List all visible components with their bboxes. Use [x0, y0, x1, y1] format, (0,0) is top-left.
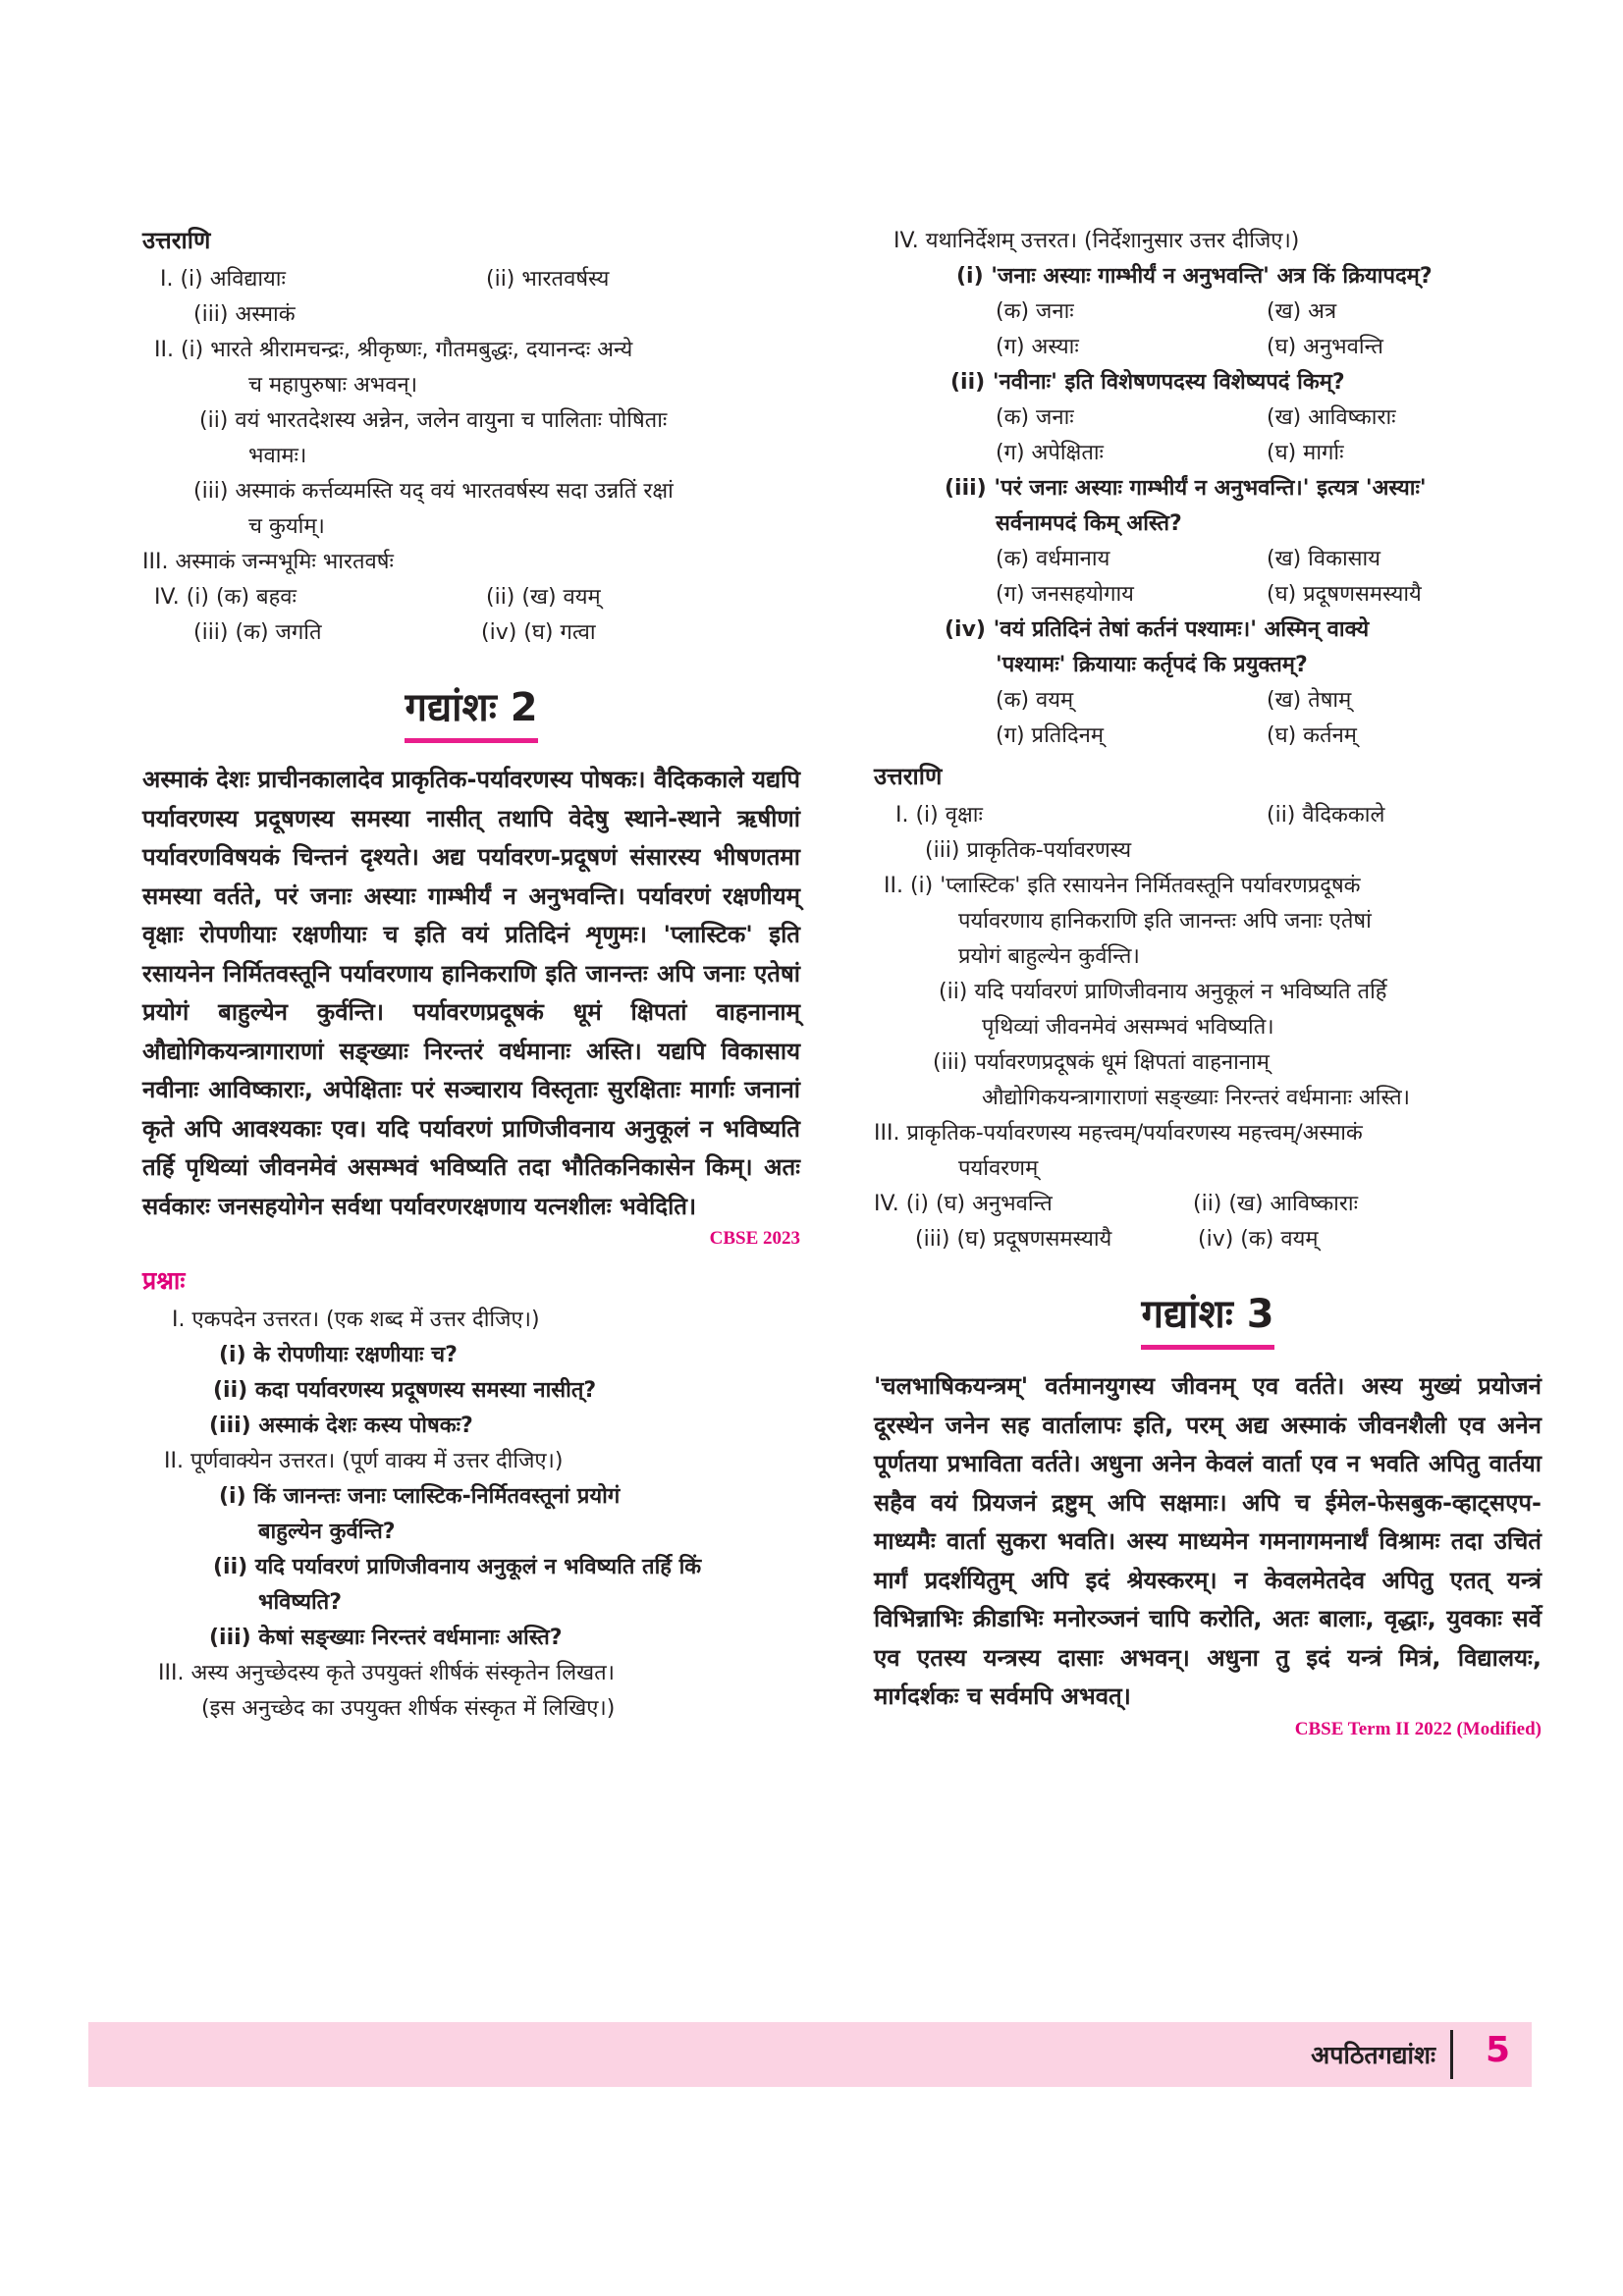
answer-II-iii-cont: च कुर्याम्।	[248, 514, 325, 539]
option-c: (ग) अपेक्षिताः	[996, 441, 1105, 465]
question-IV-iii: (iii) 'परं जनाः अस्याः गाम्भीर्यं न अनुभवन्ति।' इत्यत्र 'अस्याः'	[945, 476, 1427, 501]
option-row	[874, 294, 1542, 330]
question-III-hint: (इस अनुच्छेद का उपयुक्त शीर्षक संस्कृत में लिखिए।)	[201, 1696, 616, 1721]
question-I-i: (i) के रोपणीयाः रक्षणीयाः च?	[219, 1343, 458, 1367]
gadyansh-3-title: गद्यांशः 3	[1141, 1285, 1273, 1350]
source-label: CBSE 2023	[709, 1228, 800, 1249]
answer-II-i: II. (i) 'प्लास्टिक' इति रसायनेन निर्मितवस्तूनि पर्यावरणप्रदूषकं	[884, 874, 1361, 898]
answer-line	[142, 615, 800, 651]
option-a: (क) वयम्	[996, 688, 1074, 713]
option-row	[874, 577, 1542, 613]
question-I-iii: (iii) अस्माकं देशः कस्य पोषकः?	[209, 1414, 473, 1438]
answer-II-iii-cont: औद्योगिकयन्त्रागाराणां सङ्ख्याः निरन्तरं वर्धमानाः अस्ति।	[982, 1086, 1410, 1110]
questions-heading: प्रश्नाः	[142, 1266, 186, 1295]
answer-II-i: II. (i) भारते श्रीरामचन्द्रः, श्रीकृष्णः, गौतमबुद्धः, दयानन्दः अन्ये	[154, 338, 633, 362]
answer-IV-iii: (iii) (क) जगति	[193, 620, 322, 645]
answer-IV-iv: (iv) (क) वयम्	[1198, 1227, 1319, 1252]
answer-IV-i: IV. (i) (क) बहवः	[154, 585, 297, 610]
question-II-ii-cont: भविष्यति?	[258, 1590, 342, 1615]
answer-I-i: I. (i) वृक्षाः	[895, 803, 983, 828]
question-IV-iv-cont: 'पश्यामः' क्रियायाः कर्तृपदं कि प्रयुक्तम्?	[996, 653, 1308, 677]
question-II-iii: (iii) केषां सङ्ख्याः निरन्तरं वर्धमानाः अस्ति?	[209, 1626, 563, 1650]
question-IV-ii: (ii) 'नवीनाः' इति विशेषणपदस्य विशेष्यपदं किम्?	[950, 370, 1345, 395]
answer-line	[874, 1222, 1542, 1257]
gadyansh-3-title-wrap	[874, 1285, 1542, 1350]
option-c: (ग) अस्याः	[996, 335, 1079, 359]
option-d: (घ) कर्तनम्	[1267, 723, 1357, 748]
question-I-ii: (ii) कदा पर्यावरणस्य प्रदूषणस्य समस्या नासीत्?	[213, 1378, 597, 1403]
option-row	[874, 719, 1542, 754]
option-d: (घ) प्रदूषणसमस्यायै	[1267, 582, 1422, 607]
answer-II-i-cont: पर्यावरणाय हानिकराणि इति जानन्तः अपि जनाः एतेषां	[958, 909, 1372, 934]
page-footer	[88, 2022, 1532, 2087]
footer-chapter-label: अपठितगद्यांशः	[1311, 2041, 1435, 2069]
page-number: 5	[1485, 2030, 1510, 2070]
answer-IV-ii: (ii) (ख) वयम्	[486, 585, 601, 610]
footer-divider	[1450, 2030, 1453, 2079]
question-IV: IV. यथानिर्देशम् उत्तरत। (निर्देशानुसार उत्तर दीजिए।)	[893, 229, 1300, 253]
answer-I-i: I. (i) अविद्यायाः	[160, 267, 286, 292]
right-column	[874, 224, 1542, 1740]
question-IV-i: (i) 'जनाः अस्याः गाम्भीर्यं न अनुभवन्ति' अत्र किं क्रियापदम्?	[956, 264, 1433, 289]
question-IV-iv: (iv) 'वयं प्रतिदिनं तेषां कर्तनं पश्यामः।' अस्मिन् वाक्ये	[945, 617, 1370, 642]
answer-I-ii: (ii) वैदिककाले	[1267, 803, 1385, 828]
option-row	[874, 436, 1542, 471]
answer-I-ii: (ii) भारतवर्षस्य	[486, 267, 610, 292]
answer-IV-iii: (iii) (घ) प्रदूषणसमस्यायै	[915, 1227, 1112, 1252]
option-b: (ख) विकासाय	[1267, 547, 1381, 571]
answer-II-ii: (ii) यदि पर्यावरणं प्राणिजीवनाय अनुकूलं न भविष्यति तर्हि	[939, 980, 1387, 1004]
option-row	[874, 683, 1542, 719]
question-III: III. अस्य अनुच्छेदस्य कृते उपयुक्तं शीर्षकं संस्कृतेन लिखत।	[158, 1661, 615, 1685]
option-a: (क) वर्धमानाय	[996, 547, 1110, 571]
answer-line	[874, 798, 1542, 833]
answer-II-ii: (ii) वयं भारतदेशस्य अन्नेन, जलेन वायुना च पालिताः पोषिताः	[199, 408, 668, 433]
answers-heading: उत्तराणि	[874, 763, 943, 790]
gadyansh-2-title-wrap	[142, 678, 800, 743]
question-II: II. पूर्णवाक्येन उत्तरत। (पूर्ण वाक्य में उत्तर दीजिए।)	[164, 1449, 564, 1473]
answer-line	[142, 580, 800, 615]
option-a: (क) जनाः	[996, 405, 1074, 430]
answers-heading: उत्तराणि	[142, 227, 211, 254]
option-b: (ख) आविष्काराः	[1267, 405, 1396, 430]
answer-II-i-cont: प्रयोगं बाहुल्येन कुर्वन्ति।	[958, 944, 1140, 969]
gadyansh-3-passage: 'चलभाषिकयन्त्रम्' वर्तमानयुगस्य जीवनम् एव वर्तते। अस्य मुख्यं प्रयोजनं दूरस्थेन जनेन सह वार्तालापः इति, परम् अद्य अस्माकं जीवनशैली एव अनेन पूर्णतया प्रभाविता वर्तते। अधुना अनेन केवलं वार्ता एव न भवति अपितु वार्तया सहैव वयं प्रियजनं द्रष्टुम् अपि सक्षमाः। अपि च ईमेल-फेसबुक-व्हाट्सएप-माध्यमैः वार्ता सुकरा भवति। अस्य माध्यमेन गमनागमनार्थं विश्रामः तदा उचितं मार्गं प्रदर्शयितुम् अपि इदं श्रेयस्करम्। न केवलमेतदेव अपितु एतत् यन्त्रं विभिन्नाभिः क्रीडाभिः मनोरञ्जनं चापि करोति, अतः बालाः, वृद्धाः, युवकाः सर्वे एव एतस्य यन्त्रस्य दासाः अभवन्। अधुना तु इदं यन्त्रं मित्रं, विद्यालयः, मार्गदर्शकः च सर्वमपि अभवत्।	[874, 1372, 1542, 1710]
answer-II-iii: (iii) अस्माकं कर्त्तव्यमस्ति यद् वयं भारतवर्षस्य सदा उन्नतिं रक्षां	[193, 479, 674, 504]
gadyansh-2-passage: अस्माकं देशः प्राचीनकालादेव प्राकृतिक-पर्यावरणस्य पोषकः। वैदिककाले यद्यपि पर्यावरणस्य प्रदूषणस्य समस्या नासीत् तथापि वेदेषु स्थाने-स्थाने ऋषीणां पर्यावरणविषयकं चिन्तनं दृश्यते। अद्य पर्यावरण-प्रदूषणं संसारस्य भीषणतमा समस्या वर्तते, परं जनाः अस्याः गाम्भीर्यं न अनुभवन्ति। पर्यावरणं रक्षणीयम् वृक्षाः रोपणीयाः रक्षणीयाः च इति वयं प्रतिदिनं शृणुमः। 'प्लास्टिक' इति रसायनेन निर्मितवस्तूनि पर्यावरणाय हानिकराणि इति जानन्तः अपि जनाः एतेषां प्रयोगं बाहुल्येन कुर्वन्ति। पर्यावरणप्रदूषकं धूमं क्षिपतां वाहनानाम् औद्योगिकयन्त्रागाराणां सङ्ख्याः निरन्तरं वर्धमानाः अस्ति। यद्यपि विकासाय नवीनाः आविष्काराः, अपेक्षिताः परं सञ्चाराय विस्तृताः सुरक्षिताः मार्गाः जनानां कृते अपि आवश्यकाः एव। यदि पर्यावरणं प्राणिजीवनाय अनुकूलं न भविष्यति तर्हि पृथिव्यां जीवनमेवं असम्भवं भविष्यति तदा भौतिकनिकासेन किम्। अतः सर्वकारः जनसहयोगेन सर्वथा पर्यावरणरक्षणाय यत्नशीलः भवेदिति।	[142, 766, 800, 1220]
answer-III: III. अस्माकं जन्मभूमिः भारतवर्षः	[142, 550, 394, 574]
option-d: (घ) अनुभवन्ति	[1267, 335, 1383, 359]
answer-III-cont: पर्यावरणम्	[958, 1156, 1039, 1181]
option-b: (ख) अत्र	[1267, 299, 1337, 324]
answer-II-i-cont: च महापुरुषाः अभवन्।	[248, 373, 418, 398]
gadyansh-2-title: गद्यांशः 2	[405, 678, 537, 743]
left-column	[142, 224, 800, 1727]
question-I: I. एकपदेन उत्तरत। (एक शब्द में उत्तर दीजिए।)	[172, 1308, 540, 1332]
option-row	[874, 400, 1542, 436]
option-b: (ख) तेषाम्	[1267, 688, 1352, 713]
option-a: (क) जनाः	[996, 299, 1074, 324]
answer-II-ii-cont: पृथिव्यां जीवनमेवं असम्भवं भविष्यति।	[982, 1015, 1274, 1040]
answer-IV-iv: (iv) (घ) गत्वा	[481, 620, 596, 645]
answer-II-iii: (iii) पर्यावरणप्रदूषकं धूमं क्षिपतां वाहनानाम्	[933, 1050, 1270, 1075]
question-II-i: (i) किं जानन्तः जनाः प्लास्टिक-निर्मितवस्तूनां प्रयोगं	[219, 1484, 621, 1509]
question-II-i-cont: बाहुल्येन कुर्वन्ति?	[258, 1520, 396, 1544]
option-row	[874, 542, 1542, 577]
option-c: (ग) जनसहयोगाय	[996, 582, 1134, 607]
answer-I-iii: (iii) प्राकृतिक-पर्यावरणस्य	[925, 838, 1132, 863]
answer-II-ii-cont: भवामः।	[248, 444, 307, 468]
answer-line	[142, 262, 800, 297]
answer-IV-ii: (ii) (ख) आविष्काराः	[1193, 1192, 1359, 1216]
question-II-ii: (ii) यदि पर्यावरणं प्राणिजीवनाय अनुकूलं न भविष्यति तर्हि किं	[213, 1555, 702, 1579]
answer-I-iii: (iii) अस्माकं	[193, 302, 296, 327]
option-row	[874, 330, 1542, 365]
answer-IV-i: IV. (i) (घ) अनुभवन्ति	[874, 1192, 1053, 1216]
answer-III: III. प्राकृतिक-पर्यावरणस्य महत्त्वम्/पर्यावरणस्य महत्त्वम्/अस्माकं	[874, 1121, 1363, 1146]
answer-line	[874, 1187, 1542, 1222]
option-d: (घ) मार्गाः	[1267, 441, 1344, 465]
option-c: (ग) प्रतिदिनम्	[996, 723, 1105, 748]
question-IV-iii-cont: सर्वनामपदं किम् अस्ति?	[996, 511, 1182, 536]
source-label: CBSE Term II 2022 (Modified)	[1294, 1718, 1542, 1739]
